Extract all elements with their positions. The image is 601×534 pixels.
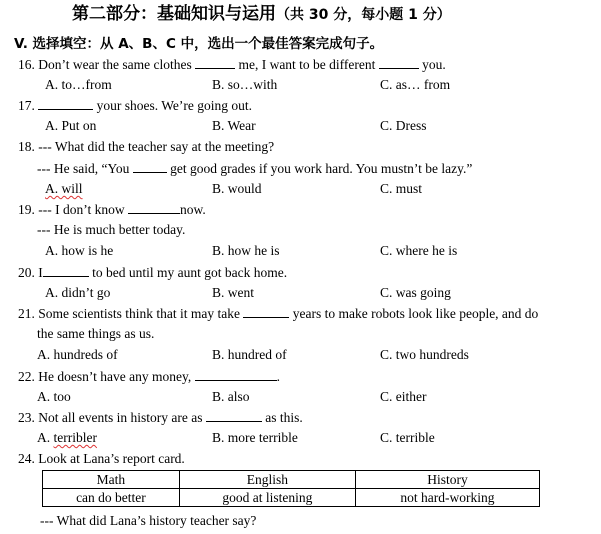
option-a[interactable]: A. Put on [45,118,97,133]
option-c[interactable]: C. two hundreds [380,347,469,362]
question-21-line2: the same things as us. [37,326,155,341]
answer-blank[interactable] [133,160,167,173]
option-a[interactable]: A. how is he [45,243,114,258]
option-b[interactable]: B. more terrible [212,430,298,445]
option-a[interactable]: A. hundreds of [37,347,118,362]
answer-blank[interactable] [195,56,235,69]
option-c[interactable]: C. as… from [380,77,451,92]
question-24: 24. Look at Lana’s report card. [18,451,185,466]
question-19-line2: --- He is much better today. [37,222,186,237]
question-16: 16. Don’t wear the same clothes me, I want to be different you. [18,57,446,72]
option-b[interactable]: B. so…with [212,77,278,92]
option-c[interactable]: C. must [380,181,423,196]
question-21: 21. Some scientists think that it may take years to make robots look like people, and do [18,306,539,321]
question-18: 18. --- What did the teacher say at the meeting? [18,139,275,154]
question-24-prompt: --- What did Lana’s history teacher say? [40,513,257,528]
part-title: 第二部分：基础知识与运用（共 30 分，每小题 1 分） [72,4,451,24]
table-row [43,489,540,507]
question-19: 19. --- I don’t know now. [18,202,206,217]
option-a[interactable]: A. too [37,389,71,404]
answer-blank[interactable] [206,409,262,422]
option-c[interactable]: C. Dress [380,118,427,133]
option-a[interactable]: A. will [45,181,83,196]
table-header-cell: English [179,471,355,489]
option-b[interactable]: B. would [212,181,262,196]
question-20: 20. I to bed until my aunt got back home. [18,265,288,280]
table-cell: not hard-working [355,489,539,507]
question-23: 23. Not all events in history are as as this. [18,410,303,425]
option-a[interactable]: A. didn’t go [45,285,111,300]
answer-blank[interactable] [379,56,419,69]
question-17: 17. your shoes. We’re going out. [18,98,253,113]
option-b[interactable]: B. went [212,285,254,300]
table-header-row [43,471,540,489]
option-b[interactable]: B. hundred of [212,347,287,362]
answer-blank[interactable] [243,305,289,318]
option-c[interactable]: C. where he is [380,243,458,258]
option-a[interactable]: A. terribler [37,430,97,445]
answer-blank[interactable] [195,368,277,381]
option-c[interactable]: C. either [380,389,427,404]
option-b[interactable]: B. also [212,389,250,404]
report-card-table [42,470,540,507]
table-header-cell: Math [43,471,180,489]
table-cell: good at listening [179,489,355,507]
misspelled-word: terribler [53,430,97,445]
option-c[interactable]: C. was going [380,285,451,300]
question-22: 22. He doesn’t have any money, . [18,369,280,384]
answer-blank[interactable] [43,264,89,277]
option-b[interactable]: B. Wear [212,118,256,133]
table-cell: can do better [43,489,180,507]
answer-blank[interactable] [38,97,93,110]
answer-blank[interactable] [128,201,180,214]
question-18-line2: --- He said, “You get good grades if you work hard. You mustn’t be lazy.” [37,161,473,176]
section-instruction: V. 选择填空：从 A、B、C 中，选出一个最佳答案完成句子。 [14,36,384,52]
table-header-cell: History [355,471,539,489]
option-c[interactable]: C. terrible [380,430,435,445]
option-a[interactable]: A. to…from [45,77,112,92]
option-b[interactable]: B. how he is [212,243,280,258]
